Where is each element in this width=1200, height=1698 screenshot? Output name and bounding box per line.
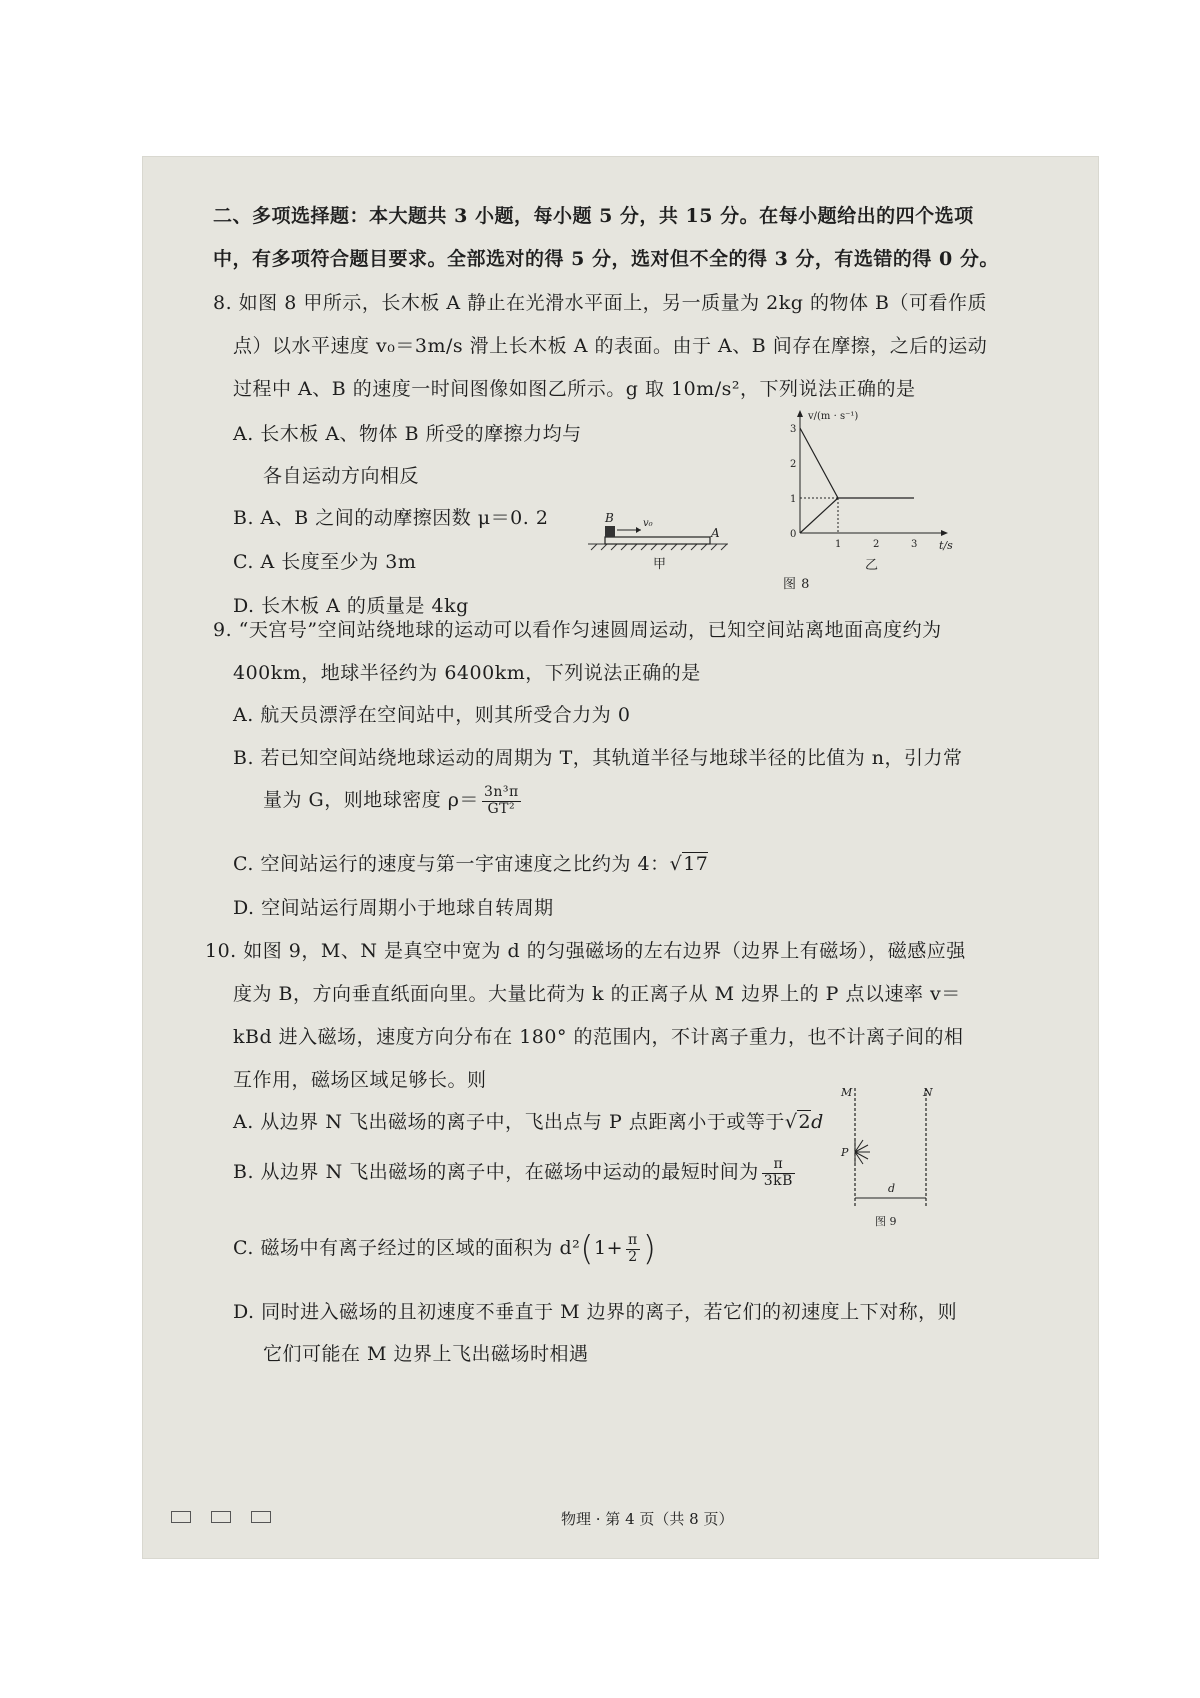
q10-option-a-unit: d [811,1111,824,1133]
q10-option-d-line2: 它们可能在 M 边界上飞出磁场时相遇 [263,1343,589,1365]
footer-box-1 [171,1511,191,1523]
q9-option-d: D. 空间站运行周期小于地球自转周期 [233,897,554,919]
q9-option-b-line1: B. 若已知空间站绕地球运动的周期为 T，其轨道半径与地球半径的比值为 n，引力常 [233,747,963,769]
q8-option-c: C. A 长度至少为 3m [233,551,417,573]
area-numerator: π [628,1232,638,1249]
y-tick-label: 1 [790,494,797,505]
fig9-label-p: P [841,1146,849,1159]
density-fraction [482,785,521,817]
series-line-a [800,498,838,533]
q10-option-a-root: 2 [798,1111,812,1133]
time-fraction [762,1157,795,1189]
q10-option-b-text: B. 从边界 N 飞出磁场的离子中，在磁场中运动的最短时间为 [233,1161,759,1183]
fig8-label-a: A [711,526,720,540]
q9-line1: 9. “天宫号”空间站绕地球的运动可以看作匀速圆周运动，已知空间站离地面高度约为 [213,619,942,641]
series-line-b [800,428,914,498]
arrow-head-icon [636,527,641,533]
figure-8-jia [583,492,733,572]
fig8-label-yi: 乙 [865,558,879,573]
q9-option-c: C. 空间站运行的速度与第一宇宙速度之比约为 4：√17 [233,853,709,875]
exam-page [143,157,1098,1558]
fig9-caption: 图 9 [875,1215,897,1228]
x-tick-label: 2 [873,539,880,550]
q8-line2: 点）以水平速度 v₀＝3m/s 滑上长木板 A 的表面。由于 A、B 间存在摩擦，之后的运动 [233,335,988,357]
figure-9 [833,1082,943,1242]
q10-line3: kBd 进入磁场，速度方向分布在 180° 的范围内，不计离子重力，也不计离子间的相 [233,1026,964,1048]
q10-option-c-text: C. 磁场中有离子经过的区域的面积为 d² [233,1237,581,1259]
fig8-label-v0: v₀ [643,518,653,529]
graph-xlabel: t/s [939,539,953,552]
block-b [605,526,615,537]
q10-line2: 度为 B，方向垂直纸面向里。大量比荷为 k 的正离子从 M 边界上的 P 点以速率 v＝ [233,983,961,1005]
footer-box-3 [251,1511,271,1523]
q8-option-a-line1: A. 长木板 A、物体 B 所受的摩擦力均与 [233,423,582,445]
figure-8-caption: 图 8 [783,577,810,592]
q10-line1: 10. 如图 9，M、N 是真空中宽为 d 的匀强磁场的左右边界（边界上有磁场），磁感应强 [205,940,966,962]
q10-option-b [233,1157,798,1189]
x-tick-label: 3 [911,539,918,550]
section-heading-line2: 中，有多项符合题目要求。全部选对的得 5 分，选对但不全的得 3 分，有选错的得 0 分。 [213,248,999,270]
q10-option-c: C. 磁场中有离子经过的区域的面积为 d²(1+ $\frac{\pi}{2}$ ) [233,1229,657,1269]
q8-option-a-line2: 各自运动方向相反 [263,465,420,487]
section-heading-line1: 二、多项选择题：本大题共 3 小题，每小题 5 分，共 15 分。在每小题给出的四个选项 [213,205,974,227]
q10-option-c-inner: 1+ [594,1237,624,1259]
density-numerator: 3n³π [483,784,519,801]
footer-box-2 [211,1511,231,1523]
q10-option-d-line1: D. 同时进入磁场的且初速度不垂直于 M 边界的离子，若它们的初速度上下对称，则 [233,1301,958,1323]
q9-option-b-line2 [263,785,524,817]
y-tick-label: 3 [790,424,797,435]
q10-option-a: A. 从边界 N 飞出磁场的离子中，飞出点与 P 点距离小于或等于√2d [233,1111,824,1133]
q8-option-d: D. 长木板 A 的质量是 4kg [233,595,469,617]
board-a [605,537,710,544]
q9-line2: 400km，地球半径约为 6400km，下列说法正确的是 [233,662,701,684]
y-axis-arrow-icon [797,410,803,417]
time-denominator: 3kB [763,1172,793,1189]
q9-option-c-text: C. 空间站运行的速度与第一宇宙速度之比约为 4： [233,853,670,875]
ion-velocity-fan [855,1138,870,1166]
ground-hatch [588,544,728,550]
q8-line3: 过程中 A、B 的速度一时间图像如图乙所示。g 取 10m/s²，下列说法正确的是 [233,378,916,400]
area-denominator: 2 [628,1248,638,1265]
fig9-label-d: d [888,1182,896,1195]
origin-tick-label: 0 [790,529,797,540]
density-denominator: GT² [487,800,516,817]
q9-option-b-text: 量为 G，则地球密度 ρ＝ [263,789,479,811]
q9-option-c-root: 17 [683,853,709,875]
area-fraction [626,1233,640,1265]
q8-option-b: B. A、B 之间的动摩擦因数 μ＝0. 2 [233,507,549,529]
fig9-label-n: N [923,1086,933,1099]
time-numerator: π [762,1157,795,1173]
y-tick-label: 2 [790,459,797,470]
fig9-label-m: M [841,1086,853,1099]
graph-ylabel: v/(m · s⁻¹) [808,411,859,422]
q10-option-a-text: A. 从边界 N 飞出磁场的离子中，飞出点与 P 点距离小于或等于 [233,1111,785,1133]
fig8-label-b: B [605,511,614,525]
page-footer: 物理 · 第 4 页（共 8 页） [561,1510,734,1528]
fig8-label-jia: 甲 [653,557,667,572]
figure-8-yi-graph [755,405,965,585]
x-tick-label: 1 [835,539,842,550]
q10-line4: 互作用，磁场区域足够长。则 [233,1069,487,1091]
x-axis-arrow-icon [941,530,948,536]
q9-option-a: A. 航天员漂浮在空间站中，则其所受合力为 0 [233,704,631,726]
q8-line1: 8. 如图 8 甲所示，长木板 A 静止在光滑水平面上，另一质量为 2kg 的物体 B（可看作质 [213,292,987,314]
